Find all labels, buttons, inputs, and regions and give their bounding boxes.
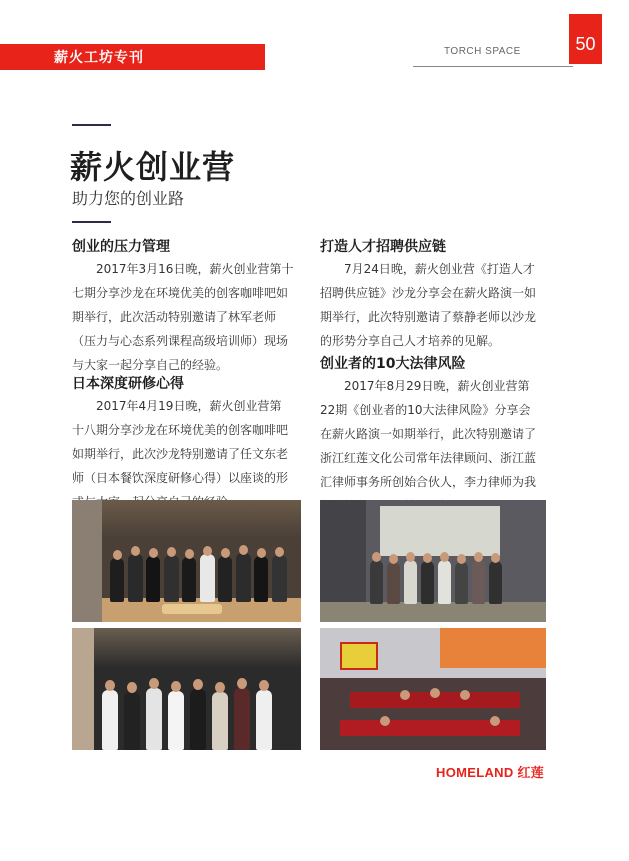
article-line: 师（日本餐饮深度研修心得）以座谈的形 <box>72 471 289 485</box>
article-title: 打造人才招聘供应链 <box>320 239 446 255</box>
page-subtitle: 助力您的创业路 <box>72 189 185 208</box>
page-number-badge <box>569 14 602 64</box>
page-title: 薪火创业营 <box>70 148 236 186</box>
article-line: （压力与心态系列课程高级培训师）现场 <box>72 334 289 348</box>
article-line: 2017年8月29日晚，薪火创业营第 <box>320 379 530 393</box>
article-line: 在薪火路演一如期举行，此次特别邀请了 <box>320 427 537 441</box>
article-line: 招聘供应链》沙龙分享会在薪火路演一如 <box>320 286 537 300</box>
brand-logo <box>436 762 544 781</box>
page-number: 50 <box>575 34 596 54</box>
article-line: 期举行，此次活动特别邀请了林军老师 <box>72 310 277 324</box>
photo-dinner-group <box>72 628 301 750</box>
header-divider <box>413 66 573 67</box>
article-line: 七期分享沙龙在环境优美的创客咖啡吧如 <box>72 286 289 300</box>
article-title: 创业者的10大法律风险 <box>320 356 466 372</box>
article-line: 2017年3月16日晚，薪火创业营第十 <box>72 262 294 276</box>
article-line: 十八期分享沙龙在环境优美的创客咖啡吧 <box>72 423 289 437</box>
photo-presentation-group <box>320 500 546 622</box>
section-banner <box>0 44 265 70</box>
brand-cn: 红莲 <box>517 765 545 780</box>
article-japan-study <box>72 373 288 514</box>
article-line: 如期举行，此次沙龙特别邀请了任文东老 <box>72 447 289 461</box>
article-line: 与大家一起分享自己的经验。 <box>72 358 229 372</box>
article-line: 的形势分享自己人才培养的见解。 <box>320 334 501 348</box>
article-line: 2017年4月19日晚，薪火创业营第 <box>72 399 282 413</box>
article-line: 汇律师事务所创始合伙人，李力律师为我 <box>320 475 537 489</box>
title-rule-top <box>72 124 111 126</box>
article-title: 日本深度研修心得 <box>72 376 184 392</box>
article-line: 7月24日晚，薪火创业营《打造人才 <box>320 262 535 276</box>
article-title: 创业的压力管理 <box>72 239 170 255</box>
photo-seminar-room <box>320 628 546 750</box>
section-label: 薪火工坊专刊 <box>54 50 144 66</box>
article-talent-supply-chain <box>320 236 536 353</box>
brand-latin: HOMELAND <box>436 765 514 780</box>
article-line: 22期《创业者的10大法律风险》分享会 <box>320 403 531 417</box>
article-pressure-management <box>72 236 293 377</box>
photo-cafe-group <box>72 500 301 622</box>
article-line: 期举行，此次特别邀请了蔡静老师以沙龙 <box>320 310 537 324</box>
title-rule-bottom <box>72 221 111 223</box>
header-right-label: TORCH SPACE <box>444 46 521 57</box>
article-legal-risks <box>320 353 536 518</box>
article-line: 浙江红莲文化公司常年法律顾问、浙江蓝 <box>320 451 537 465</box>
